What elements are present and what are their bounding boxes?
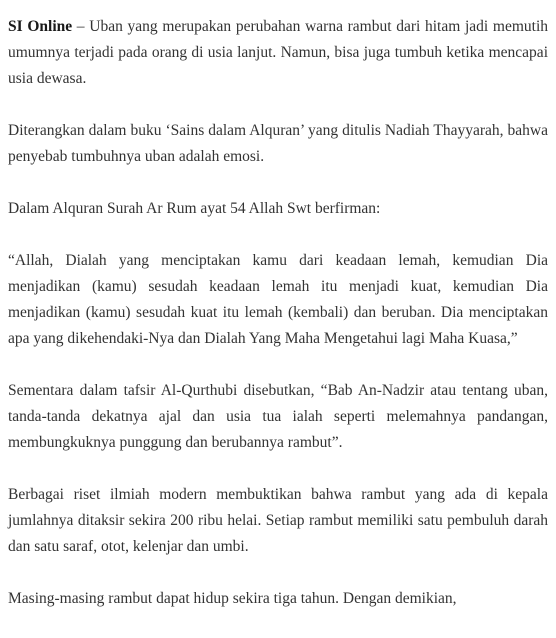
paragraph-quran-quote: “Allah, Dialah yang menciptakan kamu dari keadaan lemah, kemudian Dia menjadikan (kamu) sesudah keadaan lemah itu menjadi kuat, kemudian Dia menjadikan (kamu) sesudah kuat itu lemah (kembali) dan beruban. Dia menciptakan apa yang dikehendaki-Nya dan Dialah Yang Maha Mengetahui lagi Maha Kuasa,”	[8, 252, 548, 347]
paragraph-hair-lifespan: Masing-masing rambut dapat hidup sekira tiga tahun. Dengan demikian,	[8, 590, 457, 607]
paragraph-research: Berbagai riset ilmiah modern membuktikan bahwa rambut yang ada di kepala jumlahnya ditaksir sekira 200 ribu helai. Setiap rambut memiliki satu pembuluh darah dan satu saraf, otot, kelenjar dan umbi.	[8, 486, 548, 555]
source-name: SI Online	[8, 18, 73, 35]
article-body	[8, 14, 548, 638]
lead-paragraph	[8, 14, 548, 92]
paragraph-surah-intro: Dalam Alquran Surah Ar Rum ayat 54 Allah Swt berfirman:	[8, 200, 381, 217]
lead-text: Uban yang merupakan perubahan warna rambut dari hitam jadi memutih umumnya terjadi pada orang di usia lanjut. Namun, bisa juga tumbuh ketika mencapai usia dewasa.	[8, 18, 549, 87]
paragraph-source-book: Diterangkan dalam buku ‘Sains dalam Alquran’ yang ditulis Nadiah Thayyarah, bahwa penyebab tumbuhnya uban adalah emosi.	[8, 122, 548, 165]
paragraph-tafsir: Sementara dalam tafsir Al-Qurthubi disebutkan, “Bab An-Nadzir atau tentang uban, tanda-tanda dekatnya ajal dan usia tua ialah seperti melemahnya pandangan, membungkuknya punggung dan berubannya rambut”.	[8, 382, 548, 451]
lead-separator: –	[72, 18, 90, 35]
